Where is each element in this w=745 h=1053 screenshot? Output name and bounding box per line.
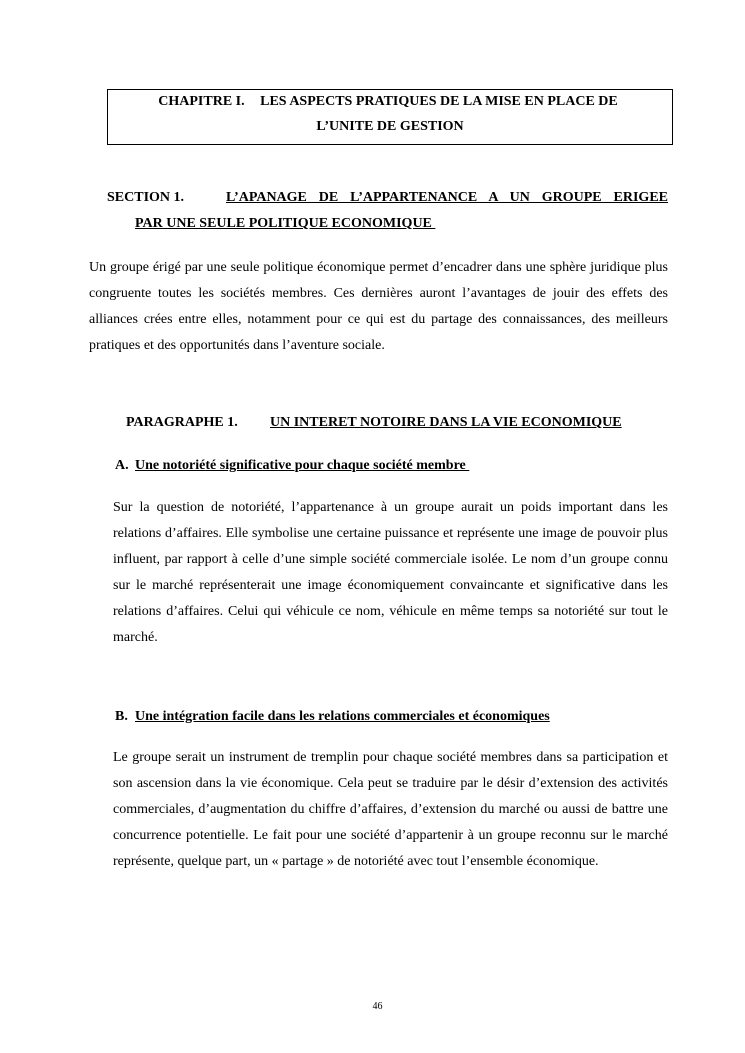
chapter-title-box <box>107 89 673 145</box>
section-title-line-1: L’APANAGE DE L’APPARTENANCE A UN GROUPE ERIGEE <box>226 190 668 205</box>
subsection-a-text: Sur la question de notoriété, l’appartenance à un groupe aurait un poids important dans les relations d’affaires. Elle symbolise une certaine puissance et représente une image de pouvoir plus influent, par rapport à celle d’une simple société commerciale isolée. Le nom d’un groupe connu sur le marché représenterait une image économiquement convaincante et significative dans les relations d’affaires. Celui qui véhicule ce nom, véhicule en même temps sa notoriété sur tout le marché. <box>113 500 668 645</box>
intro-paragraph: Un groupe érigé par une seule politique économique permet d’encadrer dans une sphère juridique plus congruente toutes les sociétés membres. Ces dernières auront l’avantages de jouir des effets des alliances crées entre elles, notamment pour ce qui est du partage des connaissances, des meilleurs pratiques et des opportunités dans l’aventure sociale. <box>89 260 668 353</box>
subsection-b-title: Une intégration facile dans les relations commerciales et économiques <box>135 709 550 724</box>
chapter-title: LES ASPECTS PRATIQUES DE LA MISE EN PLACE DE <box>260 94 618 109</box>
section-label: SECTION 1. <box>107 190 185 205</box>
section-title-line-2: PAR UNE SEULE POLITIQUE ECONOMIQUE <box>135 216 436 231</box>
paragraph-heading-title: UN INTERET NOTOIRE DANS LA VIE ECONOMIQUE <box>270 415 622 430</box>
subsection-b-letter: B. <box>115 709 128 724</box>
chapter-label: CHAPITRE I. <box>158 94 245 109</box>
paragraph-heading-label: PARAGRAPHE 1. <box>126 415 238 430</box>
chapter-title-line-2: L’UNITE DE GESTION <box>316 119 464 134</box>
chapter-title-line-1 <box>108 94 672 110</box>
subsection-b-text: Le groupe serait un instrument de tremplin pour chaque société membres dans sa participation et son ascension dans la vie économique. Cela peut se traduire par le désir d’extension des activités commerciales, d’augmentation du chiffre d’affaires, d’extension du marché ou aussi de battre une concurrence potentielle. Le fait pour une société d’appartenir à un groupe reconnu sur le marché représente, quelque part, un « partage » de notoriété avec tout l’ensemble économique. <box>113 750 668 869</box>
subsection-a-title: Une notoriété significative pour chaque société membre <box>135 458 470 473</box>
subsection-a-letter: A. <box>115 458 129 473</box>
page-number: 46 <box>372 1001 383 1012</box>
